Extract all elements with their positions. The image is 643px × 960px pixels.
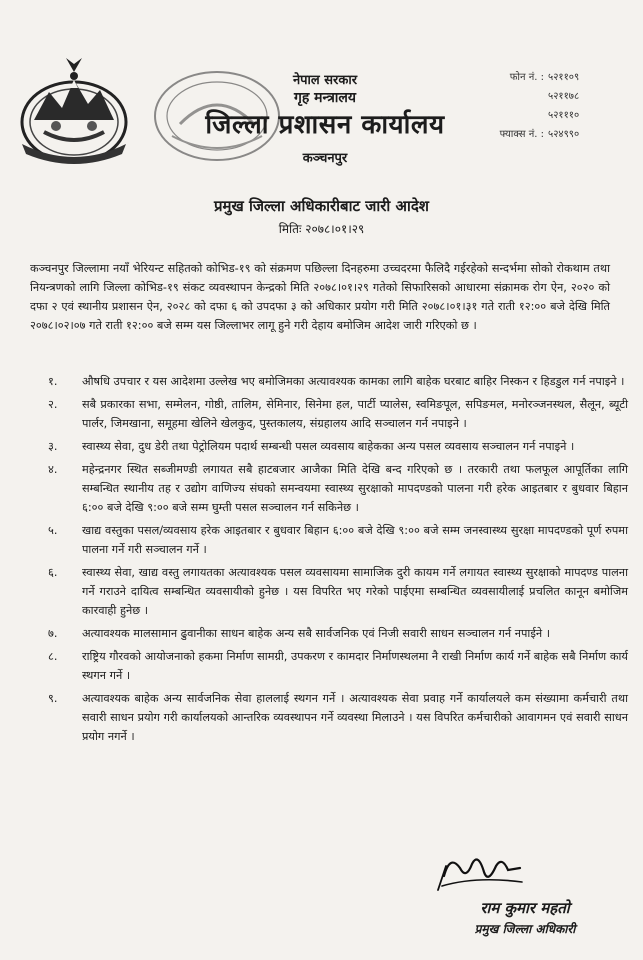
contact-row	[482, 68, 632, 87]
contact-label: फ्याक्स नं. :	[499, 129, 544, 140]
order-clause	[48, 521, 628, 559]
order-clause	[48, 372, 628, 391]
order-intro-paragraph: कञ्चनपुर जिल्लामा नयाँ भेरियन्ट सहितको कोभिड-१९ को संक्रमण पछिल्ला दिनहरुमा उच्चदरमा फैलिदै गईरहेको सन्दर्भमा सोको रोकथाम तथा नियन्त्रणको लागि जिल्ला कोभिड-१९ संकट व्यवस्थापन केन्द्रको मिति २०७८।०१।२९ गतेको सिफारिसको आधारमा संक्रामक रोग ऐन, २०२० को दफा २ एवं स्थानीय प्रशासन ऐन, २०२८ को दफा ६ को उपदफा ३ को अधिकार प्रयोग गरी मिति २०७८।०१।३१ गते राती १२:०० बजे देखि मिति २०७८।०२।०७ गते राती १२:०० बजे सम्म यस जिल्लाभर लागू हुने गरी देहाय बमोजिम आदेश जारी गरिएको छ ।	[30, 262, 610, 333]
clause-text: अत्यावश्यक बाहेक अन्य सार्वजनिक सेवा हाललाई स्थगन गर्ने । अत्यावश्यक सेवा प्रवाह गर्ने कार्यालयले कम संख्यामा कर्मचारी तथा सवारी साधन प्रयोग गरी कार्यालयको आन्तरिक व्यवस्थापन गर्ने व्यवस्था मिलाउने । यस विपरित कर्मचारीको आवागमन एवं सवारी साधन प्रयोग नगर्ने ।	[82, 692, 628, 743]
clause-number: ३.	[48, 440, 58, 453]
order-clause	[48, 624, 628, 643]
order-clause	[48, 395, 628, 433]
clause-number: ६.	[48, 566, 58, 579]
contact-row	[482, 106, 632, 125]
contact-value: ५२१११०	[548, 110, 580, 121]
contact-row	[482, 125, 632, 144]
contact-label: फोन नं. :	[509, 72, 544, 83]
clause-text: स्वास्थ्य सेवा, दुध डेरी तथा पेट्रोलियम पदार्थ सम्बन्धी पसल व्यवसाय बाहेकका अन्य पसल व्यवसाय सञ्चालन गर्न नपाइने ।	[82, 440, 575, 453]
clause-text: सबै प्रकारका सभा, सम्मेलन, गोष्ठी, तालिम, सेमिनार, सिनेमा हल, पार्टी प्यालेस, स्वमिङपूल, सपिङमल, मनोरञ्जनस्थल, सैलून, ब्यूटी पार्लर, जिमखाना, समूहमा खेलिने खेलकुद, पुस्तकालय, संग्रहालय आदि सञ्चालन गर्न नपाइने ।	[82, 398, 628, 430]
clause-number: ९.	[48, 692, 58, 705]
clause-number: २.	[48, 398, 58, 411]
order-clause	[48, 563, 628, 620]
contact-value: ५२११०९	[548, 72, 580, 83]
clause-text: अत्यावश्यक मालसामान ढुवानीका साधन बाहेक अन्य सबै सार्वजनिक एवं निजी सवारी साधन सञ्चालन गर्न नपाईने ।	[82, 627, 551, 640]
nepal-emblem-icon	[14, 52, 134, 170]
order-date: मितिः २०७८।०१।२९	[278, 222, 365, 236]
contact-info	[482, 68, 632, 144]
contact-value: ५२११७८	[548, 91, 580, 102]
ministry-name: गृह मन्त्रालय	[293, 90, 357, 106]
clause-number: ८.	[48, 650, 58, 663]
order-clause	[48, 460, 628, 517]
order-clause	[48, 647, 628, 685]
office-name: जिल्ला प्रशासन कार्यालय	[205, 110, 445, 140]
clause-text: स्वास्थ्य सेवा, खाद्य वस्तु लगायतका अत्यावश्यक पसल व्यवसायमा सामाजिक दुरी कायम गर्ने लगायत स्वास्थ्य सुरक्षाको मापदण्ड पालना गर्ने गराउने दायित्व सम्बन्धित व्यवसायीको हुनेछ । यस विपरित भए गरेको पाईएमा सम्बन्धित व्यवसायीलाई प्रचलित कानून बमोजिम कारवाही हुनेछ ।	[82, 566, 628, 617]
order-title: प्रमुख जिल्ला अधिकारीबाट जारी आदेश	[213, 197, 430, 215]
order-clause	[48, 689, 628, 746]
order-clause	[48, 437, 628, 456]
clause-text: खाद्य वस्तुका पसल/व्यवसाय हरेक आइतबार र बुधवार बिहान ६:०० बजे देखि ९:०० बजे सम्म जनस्वास्थ्य सुरक्षा मापदण्डको पूर्ण रुपमा पालना गर्ने गरी सञ्चालन गर्ने ।	[82, 524, 628, 556]
signatory-name: राम कुमार महतो	[480, 899, 570, 917]
handwritten-signature	[436, 846, 526, 896]
contact-row	[482, 87, 632, 106]
contact-value: ५२४९९०	[548, 129, 580, 140]
clause-text: औषधि उपचार र यस आदेशमा उल्लेख भए बमोजिमका अत्यावश्यक कामका लागि बाहेक घरबाट बाहिर निस्कन र हिडडुल गर्न नपाइने ।	[82, 375, 625, 388]
office-location: कञ्चनपुर	[302, 151, 348, 166]
clause-number: ५.	[48, 524, 58, 537]
clause-text: महेन्द्रनगर स्थित सब्जीमण्डी लगायत सबै हाटबजार आजैका मिति देखि बन्द गरिएको छ । तरकारी तथा फलफूल आपूर्तिका लागि सम्बन्धित स्थानीय तह र उद्योग वाणिज्य संघको समन्वयमा स्वास्थ्य सुरक्षाको मापदण्डको पालना गरी हरेक आइतबार र बुधवार बिहान ६:०० बजे देखि ९:०० बजे सम्म घुम्ती पसल सञ्चालन गर्न सकिनेछ ।	[82, 463, 628, 514]
signatory-block	[440, 898, 610, 937]
clause-text: राष्ट्रिय गौरवको आयोजनाको हकमा निर्माण सामग्री, उपकरण र कामदार निर्माणस्थलमा नै राखी निर्माण कार्य गर्ने बाहेक सबै निर्माण कार्य स्थगन गर्ने ।	[82, 650, 628, 682]
order-clauses	[48, 372, 628, 750]
contact-label	[482, 87, 548, 106]
signatory-title: प्रमुख जिल्ला अधिकारी	[474, 922, 576, 936]
clause-number: ४.	[48, 463, 58, 476]
government-name: नेपाल सरकार	[292, 73, 358, 88]
contact-label	[482, 106, 548, 125]
clause-number: ७.	[48, 627, 58, 640]
clause-number: १.	[48, 375, 58, 388]
